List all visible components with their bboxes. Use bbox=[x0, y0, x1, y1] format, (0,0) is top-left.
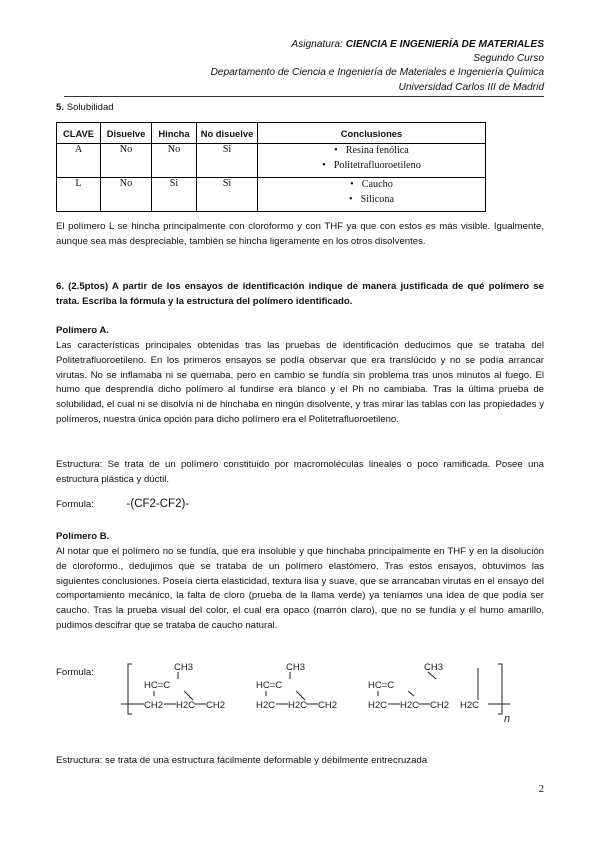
polymer-b-text: Al notar que el polímero no se fundía, que era insoluble y que hinchaba principalmente en THF y en la disolución de cloroformo., dedujimos que se trataba de un polímero elastómero. Tras estos ensayos, obtuvimos las siguientes conclusiones. Poseía cierta elasticidad, textura lisa y suave, que se arrancaban virutas en el ensayo del comportamiento mecánico, la falta de cloro (prueba de la llama verde) ya teníamos una idea de que podía ser caucho. Tras la prueba visual del color, el cual era opaco (marrón claro), que no se fundía y el humo amarillo, pudimos descifrar que se trataba de caucho natural. bbox=[56, 546, 544, 631]
cell-clave: A bbox=[57, 144, 101, 178]
col-header-clave: CLAVE bbox=[57, 123, 101, 144]
question-6: 6. (2.5ptos) A partir de los ensayos de identificación indique de manera justificada de qué polímero se trata. Escriba la fórmula y la estructura del polímero identificado. bbox=[56, 281, 544, 307]
header-subject bbox=[64, 38, 544, 52]
list-item: • Silicona bbox=[258, 193, 485, 208]
header-rule bbox=[64, 96, 544, 97]
chem-ch2: CH2 bbox=[430, 700, 450, 711]
cell-hincha: Si bbox=[152, 178, 197, 212]
chem-h2c: H2C bbox=[256, 700, 276, 711]
chem-h2c: H2C bbox=[176, 700, 196, 711]
page-number: 2 bbox=[538, 784, 544, 795]
col-header-disuelve: Disuelve bbox=[101, 123, 152, 144]
chem-h2c: H2C bbox=[460, 700, 480, 711]
cell-disuelve: No bbox=[101, 178, 152, 212]
chem-n: n bbox=[504, 713, 511, 725]
chem-hc-eq-c: HC=C bbox=[368, 680, 395, 691]
chem-ch3: CH3 bbox=[424, 662, 444, 673]
chem-ch2: CH2 bbox=[206, 700, 226, 711]
list-item: • Caucho bbox=[258, 178, 485, 193]
header-university: Universidad Carlos III de Madrid bbox=[398, 81, 544, 93]
chem-h2c: H2C bbox=[288, 700, 308, 711]
subject-name: CIENCIA E INGENIERÍA DE MATERIALES bbox=[345, 39, 544, 50]
header-department: Departamento de Ciencia e Ingeniería de Materiales e Ingeniería Química bbox=[210, 67, 544, 79]
col-header-conclusiones: Conclusiones bbox=[258, 123, 486, 144]
chem-h2c: H2C bbox=[400, 700, 420, 711]
table-row bbox=[57, 144, 486, 178]
chem-ch2: CH2 bbox=[318, 700, 338, 711]
chem-hc-eq-c: HC=C bbox=[144, 680, 171, 691]
polyisoprene-structure bbox=[118, 660, 518, 726]
col-header-hincha: Hincha bbox=[152, 123, 197, 144]
polymer-a-structure: Estructura: Se trata de un polímero constituido por macromoléculas lineales o poco ramificada. Posee una estructura plástica y dúctil. bbox=[56, 459, 544, 485]
page-header bbox=[64, 38, 544, 97]
cell-conclusiones bbox=[258, 144, 486, 178]
formula-label: Formula: bbox=[56, 499, 94, 510]
table-row bbox=[57, 178, 486, 212]
polymer-a-text: Las características principales obtenidas tras las pruebas de identificación deducimos que se trataba del Politetrafluoroetileno. En los primeros ensayos se podía observar que era translúcido y no se podía arrancar virutas. No se inflamaba ni se quemaba, pero en cambio se fundía sin problema tras unos minutos al fuego. El humo que desprendía dicho polímero al fundirse era blanco y el Ph no cambiaba. Tras la última prueba de solubilidad, el cual ni se disolvía ni de hinchaba en ningún disolvente, y tras mirar las tablas con las propiedades y polímeros, nuestra única opción para dicho polímero era el Politetrafluoroetileno. bbox=[56, 340, 544, 425]
polymer-a-formula bbox=[56, 498, 189, 510]
cell-no-disuelve: Si bbox=[197, 144, 258, 178]
section-5-number: 5. bbox=[56, 102, 65, 113]
polymer-b-title: Polímero B. bbox=[56, 531, 110, 542]
formula-text: -(CF2-CF2)- bbox=[126, 498, 190, 510]
chem-h2c: H2C bbox=[368, 700, 388, 711]
col-header-no-disuelve: No disuelve bbox=[197, 123, 258, 144]
chem-ch3: CH3 bbox=[286, 662, 306, 673]
chem-ch3: CH3 bbox=[174, 662, 194, 673]
list-item: • Politetrafluoroetileno bbox=[258, 159, 485, 174]
subject-prefix: Asignatura: bbox=[291, 39, 343, 50]
paragraph-polymer-l: El polímero L se hincha principalmente con cloroformo y con THF ya que con estos es más visible. Igualmente, aunque sea más despreciable, también se hincha ligeramente en los otros disolventes. bbox=[56, 221, 544, 247]
cell-clave: L bbox=[57, 178, 101, 212]
cell-hincha: No bbox=[152, 144, 197, 178]
polymer-b-formula-label: Formula: bbox=[56, 667, 94, 678]
chem-ch2: CH2 bbox=[144, 700, 164, 711]
table-header-row bbox=[57, 123, 486, 144]
cell-conclusiones bbox=[258, 178, 486, 212]
solubility-table bbox=[56, 122, 486, 212]
polymer-b-structure: Estructura: se trata de una estructura fácilmente deformable y débilmente entrecruzada bbox=[56, 755, 428, 766]
polymer-a-title: Polímero A. bbox=[56, 325, 109, 336]
section-5-label: Solubilidad bbox=[66, 102, 114, 113]
list-item: • Resina fenólica bbox=[258, 144, 485, 159]
header-course: Segundo Curso bbox=[473, 53, 544, 65]
section-5-title bbox=[56, 102, 114, 113]
cell-no-disuelve: Si bbox=[197, 178, 258, 212]
chem-hc-eq-c: HC=C bbox=[256, 680, 283, 691]
cell-disuelve: No bbox=[101, 144, 152, 178]
